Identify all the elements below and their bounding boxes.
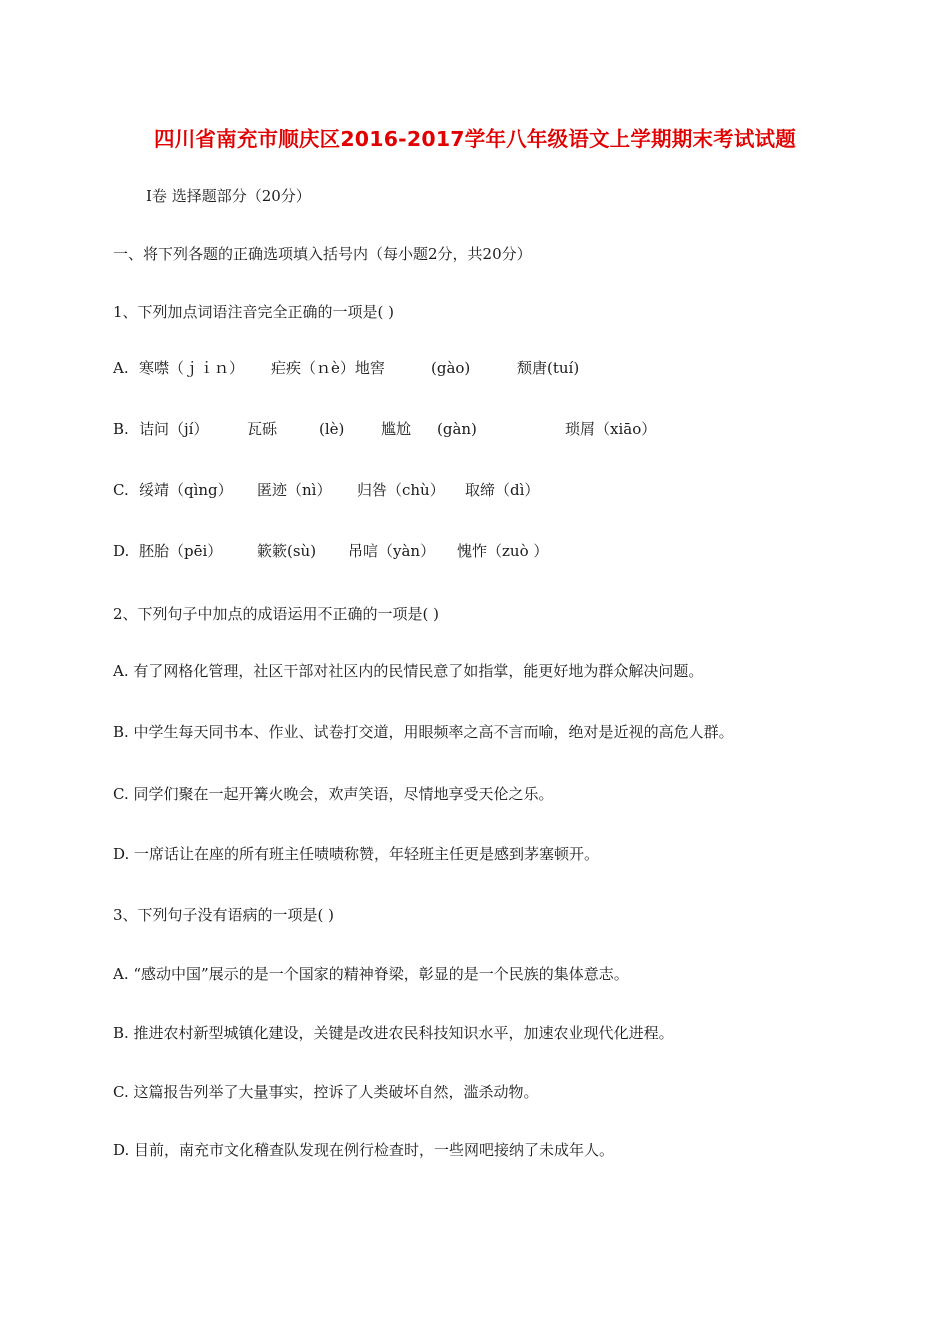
q1-b-word1: 诘问（jí） xyxy=(139,420,209,438)
q1-c-word2: 匿迹（nì） xyxy=(257,481,332,499)
option-label: D. xyxy=(113,542,130,560)
q1-d-word3: 吊唁（yàn） xyxy=(348,542,436,560)
q1-c-word1: 绥靖（qìng） xyxy=(139,481,233,499)
q1-c-word4: 取缔（dì） xyxy=(465,481,540,499)
q1-a-word2: 疟疾（ｎè）地窖 xyxy=(271,359,385,377)
part-one-instructions: 一、将下列各题的正确选项填入括号内（每小题2分，共20分） xyxy=(113,245,532,263)
q1-c-word3: 归咎（chù） xyxy=(357,481,445,499)
q3-option-d: D. 目前，南充市文化稽查队发现在例行检查时，一些网吧接纳了未成年人。 xyxy=(113,1141,615,1159)
q2-option-b: B. 中学生每天同书本、作业、试卷打交道，用眼频率之高不言而喻，绝对是近视的高危人群。 xyxy=(113,723,734,741)
option-label: A. xyxy=(113,359,129,377)
q3-option-c: C. 这篇报告列举了大量事实，控诉了人类破坏自然，滥杀动物。 xyxy=(113,1083,539,1101)
q3-option-b: B. 推进农村新型城镇化建设，关键是改进农民科技知识水平，加速农业现代化进程。 xyxy=(113,1024,674,1042)
q1-d-word2: 簌簌(sù) xyxy=(257,542,317,560)
exam-title: 四川省南充市顺庆区2016-2017学年八年级语文上学期期末考试试题 xyxy=(154,127,796,151)
q1-a-word1: 寒噤（ｊｉｎ） xyxy=(139,359,245,377)
q1-option-b xyxy=(113,419,913,439)
q1-option-a xyxy=(113,358,913,378)
q1-d-word4: 愧怍（zuò ） xyxy=(457,542,549,560)
q2-option-c: C. 同学们聚在一起开篝火晚会，欢声笑语，尽情地享受天伦之乐。 xyxy=(113,785,554,803)
q1-b-word3: (lè) xyxy=(319,420,345,438)
q1-b-word6: 琐屑（xiāo） xyxy=(565,420,657,438)
q2-option-a: A. 有了网格化管理，社区干部对社区内的民情民意了如指掌，能更好地为群众解决问题。 xyxy=(113,662,704,680)
q3-stem: 3、下列句子没有语病的一项是( ) xyxy=(113,906,335,924)
option-label: C. xyxy=(113,481,129,499)
q3-option-a: A. “感动中国”展示的是一个国家的精神脊梁，彰显的是一个民族的集体意志。 xyxy=(113,965,629,983)
q1-b-word4: 尴尬 xyxy=(381,420,412,438)
q1-d-word1: 胚胎（pēi） xyxy=(139,542,223,560)
q1-stem: 1、下列加点词语注音完全正确的一项是( ) xyxy=(113,303,395,321)
q1-option-d xyxy=(113,541,913,561)
q1-b-word5: (gàn) xyxy=(437,420,477,438)
q2-stem: 2、下列句子中加点的成语运用不正确的一项是( ) xyxy=(113,605,440,623)
section-heading: Ⅰ卷 选择题部分（20分） xyxy=(146,187,311,205)
q1-a-word4: 颓唐(tuí) xyxy=(517,359,580,377)
q1-a-word3: (gào) xyxy=(431,359,471,377)
q1-b-word2: 瓦砾 xyxy=(247,420,278,438)
q1-option-c xyxy=(113,480,913,500)
q2-option-d: D. 一席话让在座的所有班主任啧啧称赞，年轻班主任更是感到茅塞顿开。 xyxy=(113,845,600,863)
option-label: B. xyxy=(113,420,129,438)
